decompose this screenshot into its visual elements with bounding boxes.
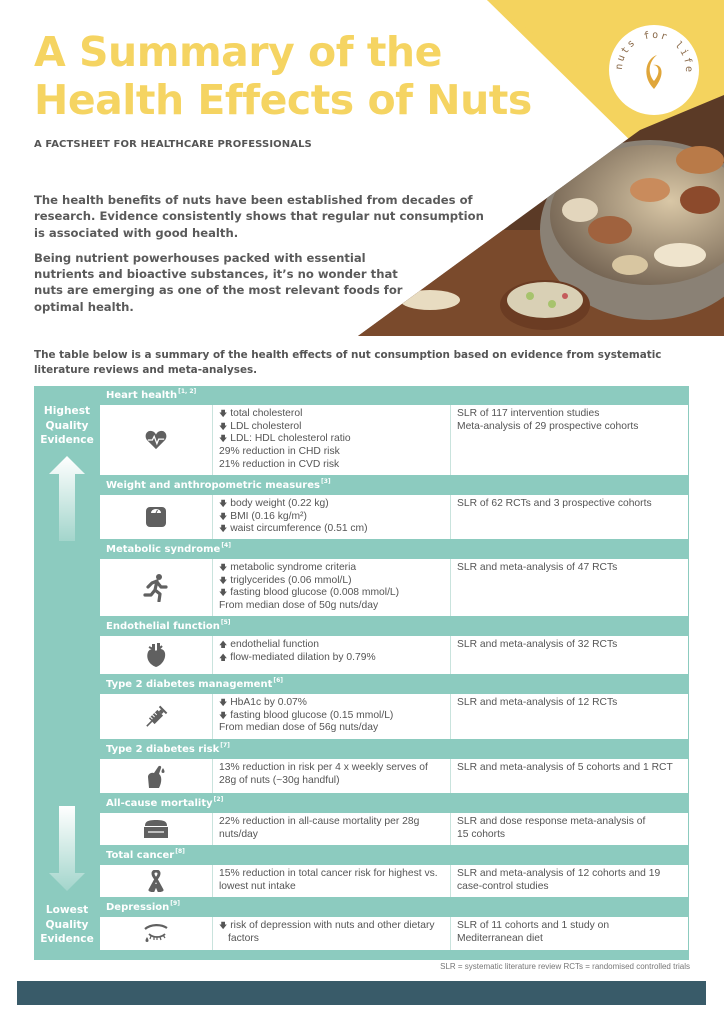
intro-paragraph-1: The health benefits of nuts have been established from decades of research. Evidence consistently shows that regular nut consumption is associated with good health. <box>34 193 484 240</box>
table-row <box>100 865 688 898</box>
category-header-all-cause-mortality: All-cause mortality[2] <box>106 796 224 809</box>
highest-quality-label: Highest Quality Evidence <box>40 405 94 446</box>
quality-scale <box>34 386 100 960</box>
category-header-t2d-risk: Type 2 diabetes risk[7] <box>106 742 230 755</box>
page-title: A Summary of the Health Effects of Nuts <box>34 28 532 124</box>
lowest-quality-label: Lowest Quality Evidence <box>40 904 94 945</box>
coffin-icon <box>100 813 213 845</box>
evidence-cell: SLR and meta-analysis of 5 cohorts and 1 RCT <box>457 762 673 773</box>
evidence-cell: SLR and meta-analysis of 12 RCTs <box>457 697 618 708</box>
evidence-cell: SLR and dose response meta-analysis of 15 cohorts <box>457 816 646 840</box>
table-row <box>100 405 688 476</box>
table-row <box>100 759 688 794</box>
effect-cell: 22% reduction in all-cause mortality per 28g nuts/day <box>213 813 451 845</box>
category-header-metabolic-syndrome: Metabolic syndrome[4] <box>106 542 231 555</box>
evidence-cell: SLR and meta-analysis of 12 cohorts and 19 case-control studies <box>457 868 661 892</box>
table-rows <box>100 386 689 950</box>
table-row <box>100 917 688 950</box>
effect-cell: 🡇 risk of depression with nuts and other dietary factors <box>213 917 451 950</box>
svg-text:nuts for life: nuts for life <box>613 29 695 75</box>
table-row <box>100 813 688 846</box>
table-row <box>100 559 688 617</box>
effect-cell: 🡇 body weight (0.22 kg) 🡇 BMI (0.16 kg/m²) 🡇 waist circumference (0.51 cm) <box>213 495 451 539</box>
effect-cell: 13% reduction in risk per 4 x weekly serves of 28g of nuts (~30g handful) <box>213 759 451 793</box>
table-row <box>100 694 688 740</box>
category-header-heart-health: Heart health[1, 2] <box>106 388 197 401</box>
running-person-icon <box>100 559 213 616</box>
page-subtitle: A FACTSHEET FOR HEALTHCARE PROFESSIONALS <box>34 139 312 150</box>
intro-text <box>34 192 484 324</box>
footer-bar <box>17 981 706 1005</box>
evidence-cell: SLR of 11 cohorts and 1 study on Mediterranean diet <box>457 920 610 944</box>
table-intro: The table below is a summary of the health effects of nut consumption based on evidence from systematic literature reviews and meta-analyses. <box>34 349 662 376</box>
evidence-cell: SLR of 117 intervention studies Meta-analysis of 29 prospective cohorts <box>457 408 639 432</box>
category-header-depression: Depression[9] <box>106 900 180 913</box>
effect-cell: 🡇 HbA1c by 0.07% 🡇 fasting blood glucose (0.15 mmol/L) From median dose of 56g nuts/day <box>213 694 451 739</box>
category-header-weight: Weight and anthropometric measures[3] <box>106 478 331 491</box>
table-row <box>100 636 688 675</box>
awareness-ribbon-icon <box>100 865 213 897</box>
category-header-endothelial-function: Endothelial function[5] <box>106 619 231 632</box>
crying-eye-icon <box>100 917 213 950</box>
evidence-cell: SLR and meta-analysis of 32 RCTs <box>457 639 618 650</box>
finger-blood-drop-icon <box>100 759 213 793</box>
intro-paragraph-2: Being nutrient powerhouses packed with essential nutrients and bioactive substances, it’s no wonder that nuts are emerging as one of the most relevant foods for optimal health. <box>34 250 403 314</box>
effect-cell: 15% reduction in total cancer risk for highest vs. lowest nut intake <box>213 865 451 897</box>
arrow-down-icon <box>49 806 85 891</box>
anatomical-heart-icon <box>100 636 213 674</box>
category-header-total-cancer: Total cancer[8] <box>106 848 185 861</box>
evidence-cell: SLR and meta-analysis of 47 RCTs <box>457 562 618 573</box>
abbreviations-footnote: SLR = systematic literature review RCTs = randomised controlled trials <box>440 962 690 971</box>
effect-cell: 🡇 total cholesterol 🡇 LDL cholesterol 🡇 LDL: HDL cholesterol ratio 29% reduction in CHD risk 21% reduction in CVD risk <box>213 405 451 475</box>
arrow-up-icon <box>49 456 85 541</box>
syringe-icon <box>100 694 213 739</box>
heart-pulse-icon <box>100 405 213 475</box>
effect-cell: 🡇 metabolic syndrome criteria 🡇 triglycerides (0.06 mmol/L) 🡇 fasting blood glucose (0.008 mmol/L) From median dose of 50g nuts/day <box>213 559 451 616</box>
evidence-cell: SLR of 62 RCTs and 3 prospective cohorts <box>457 498 652 509</box>
category-header-t2d-management: Type 2 diabetes management[6] <box>106 677 284 690</box>
health-effects-table <box>34 386 689 960</box>
scale-icon <box>100 495 213 539</box>
nuts-for-life-logo <box>609 25 699 115</box>
table-row <box>100 495 688 540</box>
effect-cell: 🡅 endothelial function 🡅 flow-mediated dilation by 0.79% <box>213 636 451 674</box>
